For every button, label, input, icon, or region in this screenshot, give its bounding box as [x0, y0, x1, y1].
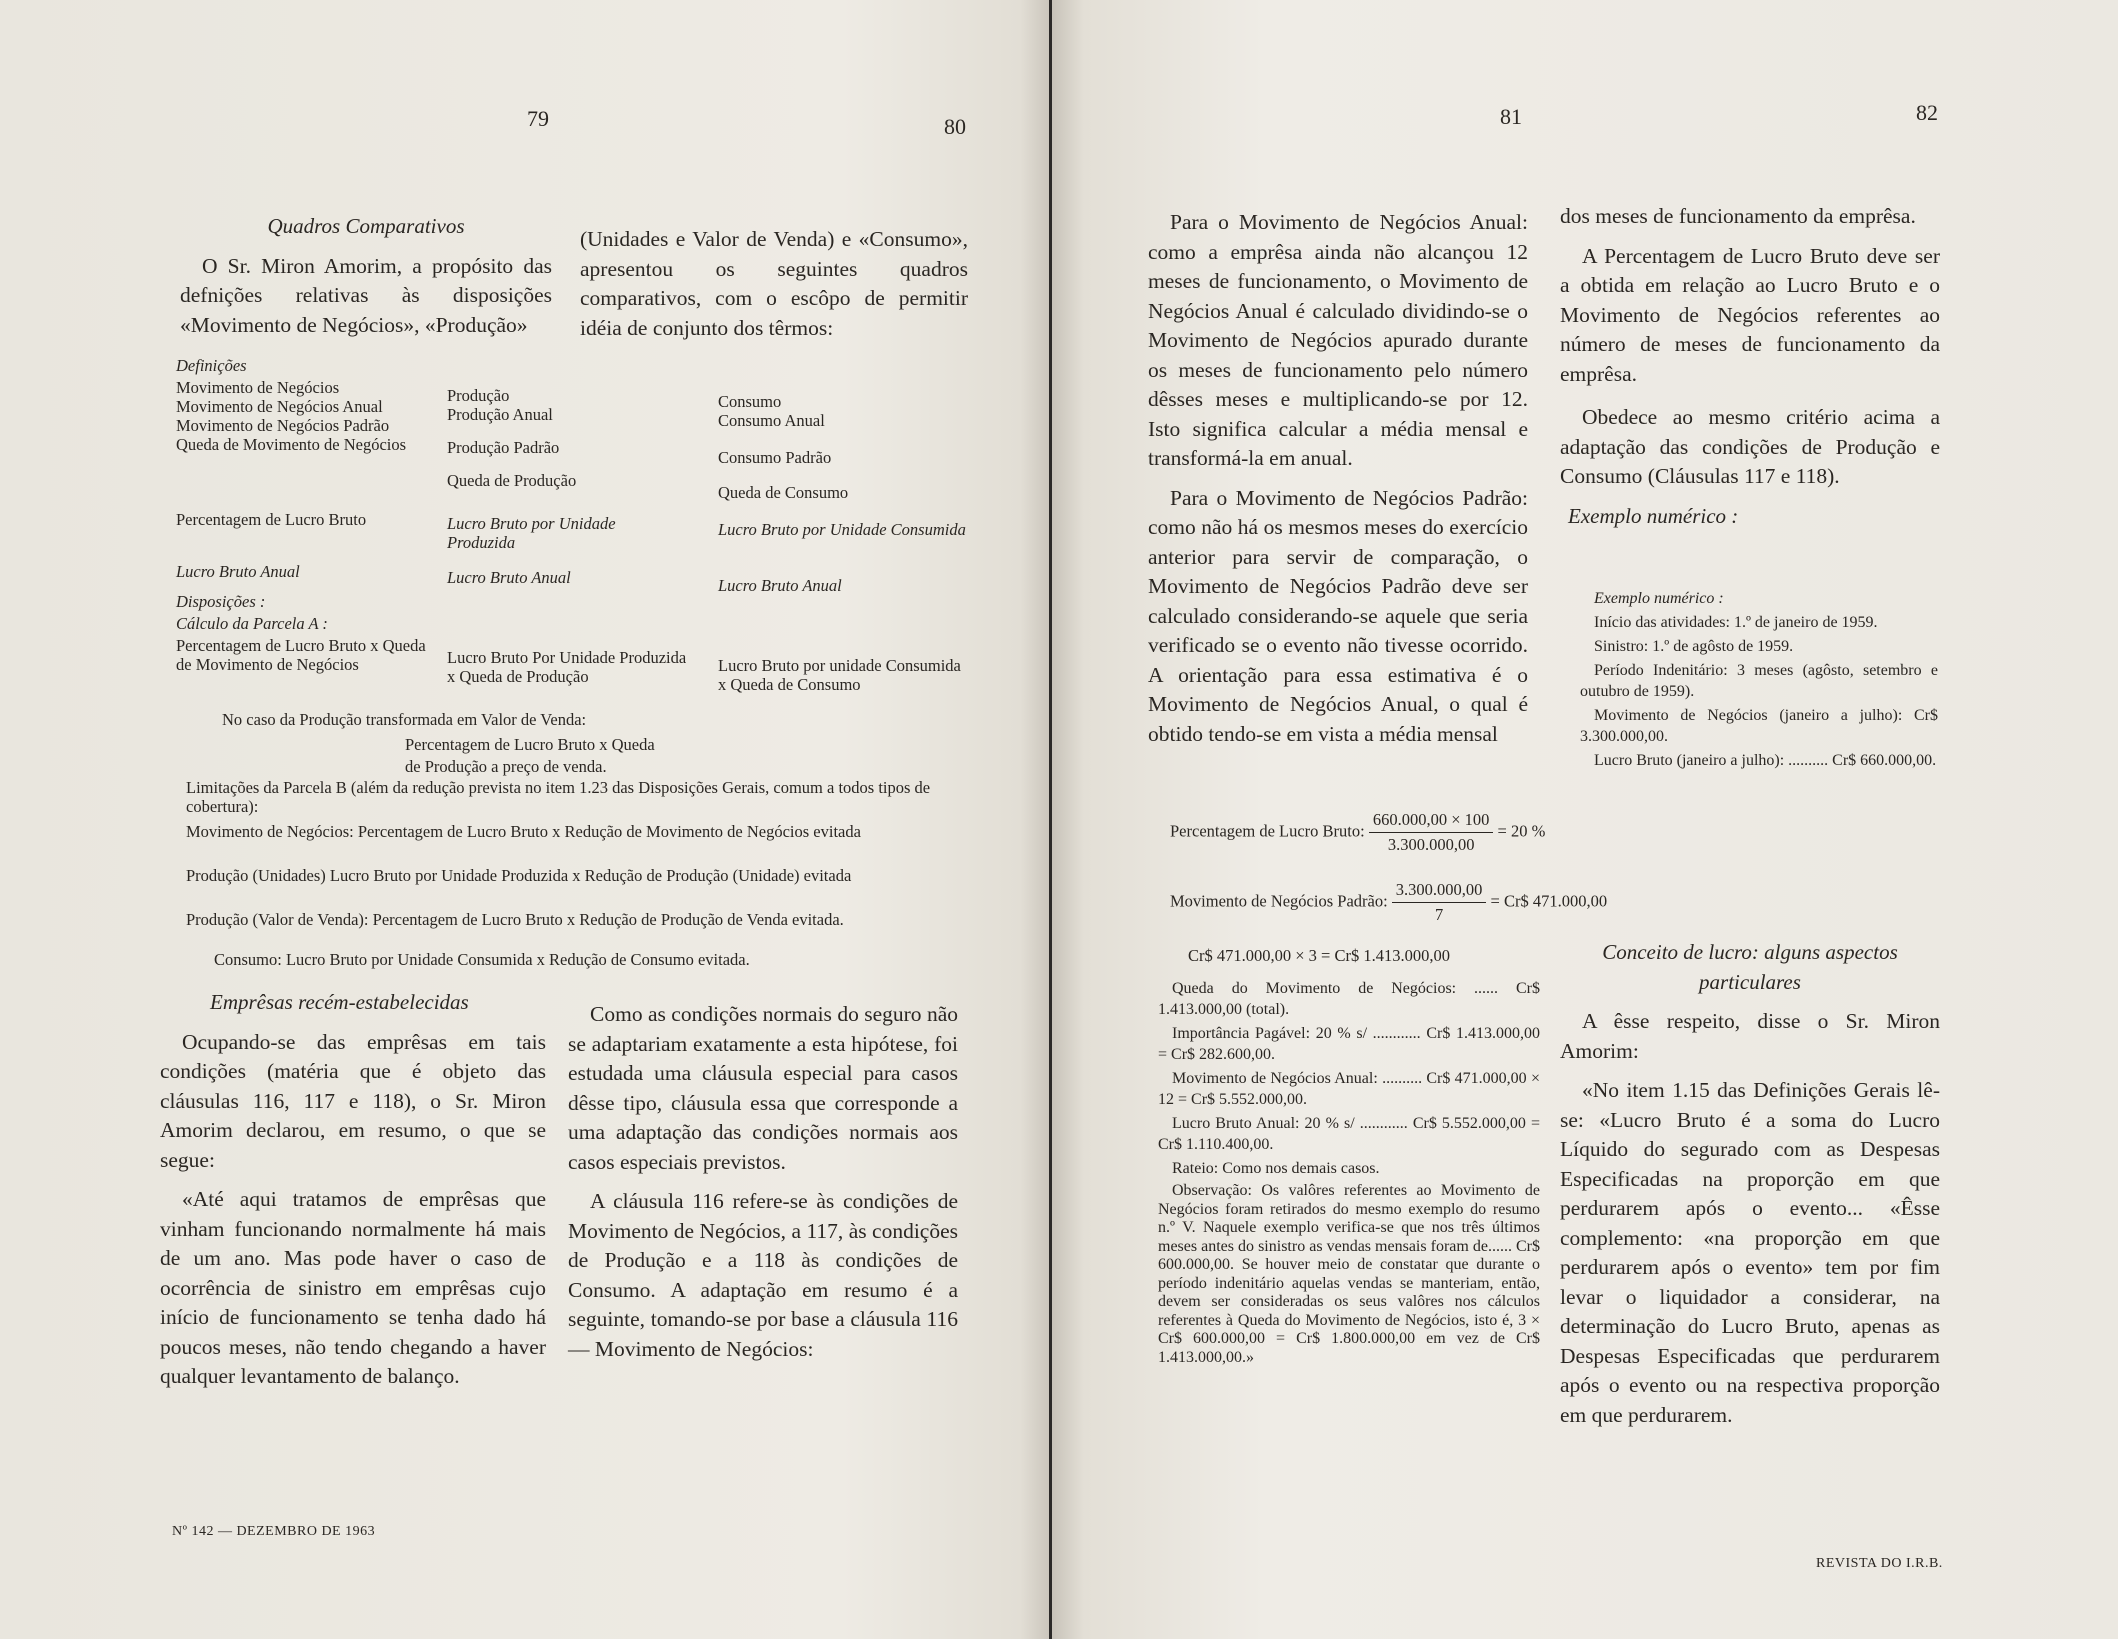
table-cell: Percentagem de Lucro Bruto x Queda de Movimento de Negócios	[176, 636, 426, 674]
body-paragraph: Para o Movimento de Negócios Anual: como a emprêsa ainda não alcançou 12 meses de funcionamento, o Movimento de Negócios Anual é calculado dividindo-se o Movimento de Negócios apurado durante os meses de funcionamento pelo número dêsses meses e multiplicando-se por 12. Isto significa calcular a média mensal e transformá-la em anual.	[1148, 210, 1528, 470]
body-paragraph: Para o Movimento de Negócios Padrão: como não há os mesmos meses do exercício anterior para servir de comparação, o Movimento de Negócios Padrão deve ser calculado considerando-se aquele que seria verificado se o evento não tivesse ocorrido. A orientação para essa estimativa é o Movimento de Negócios Anual, o qual é obtido tendo-se em vista a média mensal	[1148, 485, 1528, 746]
intro-continuation-column	[580, 225, 968, 353]
table-cell: Queda de Produção	[447, 471, 577, 490]
formula-result: = 20 %	[1497, 821, 1546, 841]
dispositions-label: Disposições :	[176, 592, 266, 611]
sales-value-formula-cont: de Produção a preço de venda.	[405, 757, 607, 776]
table-cell: Produção Padrão	[447, 438, 560, 457]
formula-result: = Cr$ 471.000,00	[1490, 891, 1608, 911]
table-cell: Lucro Bruto por Unidade Consumida	[718, 520, 966, 539]
page-number-80: 80	[944, 114, 966, 139]
table-cell: Percentagem de Lucro Bruto	[176, 510, 367, 529]
body-paragraph: Ocupando-se das emprêsas em tais condições (matéria que é objeto das cláusulas 116, 117 e 118), o Sr. Miron Amorim declarou, em resumo, o que se segue:	[160, 1029, 546, 1172]
example-line: Lucro Bruto (janeiro a julho): .......... Cr$ 660.000,00.	[1594, 752, 1937, 769]
table-cell: Lucro Bruto Por Unidade Produzida x Queda de Produção	[447, 648, 687, 686]
body-paragraph: A cláusula 116 refere-se às condições de Movimento de Negócios, a 117, às condições de Produção e a 118 às condições de Consumo. A adaptação em resumo é a seguinte, tomando-se por base a cláusula 116 — Movimento de Negócios:	[568, 1189, 958, 1361]
table-cell: Lucro Bruto por unidade Consumida x Queda de Consumo	[718, 656, 961, 694]
table-cell: Lucro Bruto Anual	[176, 562, 300, 581]
fraction-denominator: 7	[1434, 905, 1444, 924]
limitation-consumo: Consumo: Lucro Bruto por Unidade Consumida x Redução de Consumo evitada.	[214, 950, 750, 969]
table-cell: Lucro Bruto Anual	[447, 568, 571, 587]
calc-line: Rateio: Como nos demais casos.	[1172, 1160, 1380, 1177]
body-paragraph: «No item 1.15 das Definições Gerais lê-se: «Lucro Bruto é a soma do Lucro Líquido do segurado com as Despesas Especificadas na proporção em que perdurarem após o evento... «Êsse complemento: «na proporção em que perdurarem após o evento» tem por fim levar o liquidador a considerar, na determinação do Lucro Bruto, apenas as Despesas Especificadas que perdurarem após o evento ou na respectiva proporção em que perdurarem.	[1560, 1078, 1940, 1427]
issue-footer: Nº 142 — DEZEMBRO DE 1963	[172, 1524, 376, 1539]
table-cell: Consumo	[718, 392, 782, 411]
sales-value-formula: Percentagem de Lucro Bruto x Queda	[405, 735, 655, 754]
left-page	[0, 0, 1052, 1639]
sales-value-line: No caso da Produção transformada em Valor de Venda:	[222, 710, 587, 729]
example-line: Período Indenitário: 3 meses (agôsto, setembro e outubro de 1959).	[1580, 662, 1938, 700]
right-page	[1052, 0, 2118, 1639]
example-title: Exemplo numérico :	[1594, 590, 1724, 607]
body-paragraph: Como as condições normais do seguro não se adaptariam exatamente a esta hipótese, foi estudada uma cláusula especial para casos dêsse tipo, cláusula essa que corresponde a uma adaptação das condições normais aos casos especiais previstos.	[568, 1002, 958, 1174]
definitions-label: Definições	[176, 356, 247, 375]
table-cell: Queda de Consumo	[718, 483, 849, 502]
example-block	[1580, 588, 1938, 774]
right-column-1	[1148, 208, 1528, 759]
limitation-producao-venda: Produção (Valor de Venda): Percentagem de Lucro Bruto x Redução de Produção de Venda evitada.	[186, 910, 844, 929]
page-number-79: 79	[527, 106, 549, 131]
table-cell: Movimento de Negócios Padrão	[176, 416, 390, 435]
section-heading-lucro: Conceito de lucro: alguns aspectos particulares	[1602, 940, 1898, 994]
formula-movimento-padrao	[1170, 880, 1607, 925]
table-cell: Consumo Padrão	[718, 448, 832, 467]
calc-line: Lucro Bruto Anual: 20 % s/ ............ Cr$ 5.552.000,00 = Cr$ 1.110.400,00.	[1158, 1115, 1540, 1153]
table-cell: Lucro Bruto por Unidade Produzida	[447, 514, 616, 552]
table-cell: Lucro Bruto Anual	[718, 576, 842, 595]
calc-line: Movimento de Negócios Anual: .......... Cr$ 471.000,00 × 12 = Cr$ 5.552.000,00.	[1158, 1070, 1540, 1108]
calc-block	[1158, 978, 1540, 1370]
fraction-denominator: 3.300.000,00	[1387, 835, 1475, 854]
fraction	[1392, 880, 1487, 925]
example-heading: Exemplo numérico :	[1568, 503, 1739, 528]
calc-line: Importância Pagável: 20 % s/ ............ Cr$ 1.413.000,00 = Cr$ 282.600,00.	[1158, 1025, 1540, 1063]
formula-label: Percentagem de Lucro Bruto:	[1170, 821, 1365, 841]
limitation-producao: Produção (Unidades) Lucro Bruto por Unidade Produzida x Redução de Produção (Unidade) evitada	[186, 866, 852, 885]
limitation-movimento: Movimento de Negócios: Percentagem de Lucro Bruto x Redução de Movimento de Negócios evitada	[186, 822, 861, 841]
calc-line: Queda do Movimento de Negócios: ...... Cr$ 1.413.000,00 (total).	[1158, 980, 1540, 1018]
limitations-paragraph: Limitações da Parcela B (além da redução prevista no item 1.23 das Disposições Gerais, comum a todos tipos de cobertura):	[186, 778, 931, 816]
right-column-2	[1560, 202, 1940, 541]
table-col3-defs	[718, 392, 978, 502]
intro-continuation: (Unidades e Valor de Venda) e «Consumo», apresentou os seguintes quadros comparativos, com o escôpo de permitir idéia de conjunto dos têrmos:	[580, 227, 968, 340]
table-cell: Produção Anual	[447, 405, 553, 424]
intro-paragraph: O Sr. Miron Amorim, a propósito das defnições relativas às disposições «Movimento de Negócios», «Produção»	[180, 253, 552, 337]
table-col2-defs	[447, 386, 677, 490]
table-cell: Movimento de Negócios Anual	[176, 397, 383, 416]
intro-column	[180, 212, 552, 350]
table-cell: Produção	[447, 386, 510, 405]
table-cell: Consumo Anual	[718, 411, 825, 430]
clause-column	[568, 1000, 958, 1374]
fraction-numerator: 3.300.000,00	[1392, 880, 1487, 903]
table-cell: Queda de Movimento de Negócios	[176, 435, 407, 454]
formula-total: Cr$ 471.000,00 × 3 = Cr$ 1.413.000,00	[1188, 946, 1450, 965]
section-heading-recem: Emprêsas recém-estabelecidas	[210, 990, 469, 1014]
recent-companies-column	[160, 988, 546, 1402]
table-col1-defs	[176, 378, 426, 454]
formula-percentagem	[1170, 810, 1545, 855]
body-paragraph: dos meses de funcionamento da emprêsa.	[1560, 204, 1916, 228]
body-paragraph: Obedece ao mesmo critério acima a adaptação das condições de Produção e Consumo (Cláusulas 117 e 118).	[1560, 405, 1940, 488]
fraction-numerator: 660.000,00 × 100	[1369, 810, 1494, 833]
table-cell: Movimento de Negócios	[176, 378, 340, 397]
example-line: Início das atividades: 1.º de janeiro de 1959.	[1594, 614, 1878, 631]
page-number-81: 81	[1500, 104, 1522, 129]
example-line: Movimento de Negócios (janeiro a julho): Cr$ 3.300.000,00.	[1580, 707, 1938, 745]
section-heading-quadros: Quadros Comparativos	[267, 214, 465, 238]
body-paragraph: «Até aqui tratamos de emprêsas que vinham funcionando normalmente há mais de um ano. Mas pode haver o caso de ocorrência de sinistro em emprêsas cujo início de funcionamento se tenha dado há poucos meses, não tendo chegando a haver qualquer levantamento de balanço.	[160, 1187, 546, 1388]
right-column-2-bottom	[1560, 938, 1940, 1440]
body-paragraph: A Percentagem de Lucro Bruto deve ser a obtida em relação ao Lucro Bruto e o Movimento de Negócios referentes ao número de meses de funcionamento da emprêsa.	[1560, 243, 1940, 386]
body-paragraph: A êsse respeito, disse o Sr. Miron Amorim:	[1560, 1009, 1940, 1063]
journal-footer: REVISTA DO I.R.B.	[1816, 1556, 1943, 1571]
calc-parcela-a-label: Cálculo da Parcela A :	[176, 614, 328, 633]
formula-label: Movimento de Negócios Padrão:	[1170, 891, 1388, 911]
page-number-82: 82	[1916, 100, 1938, 125]
fraction	[1369, 810, 1494, 855]
example-line: Sinistro: 1.º de agôsto de 1959.	[1594, 638, 1794, 655]
calc-observation: Observação: Os valôres referentes ao Movimento de Negócios foram retirados do mesmo exemplo do resumo n.º V. Naquele exemplo verifica-se que nos três últimos meses antes do sinistro as vendas mensais foram de...... Cr$ 600.000,00. Se houver meio de constatar que durante o período indenitário aquelas vendas se manteriam, então, devem ser consideradas os seus valôres nos cálculos referentes à Queda do Movimento de Negócios, isto é, 3 × Cr$ 600.000,00 = Cr$ 1.800.000,00 em vez de Cr$ 1.413.000,00.»	[1158, 1182, 1540, 1366]
